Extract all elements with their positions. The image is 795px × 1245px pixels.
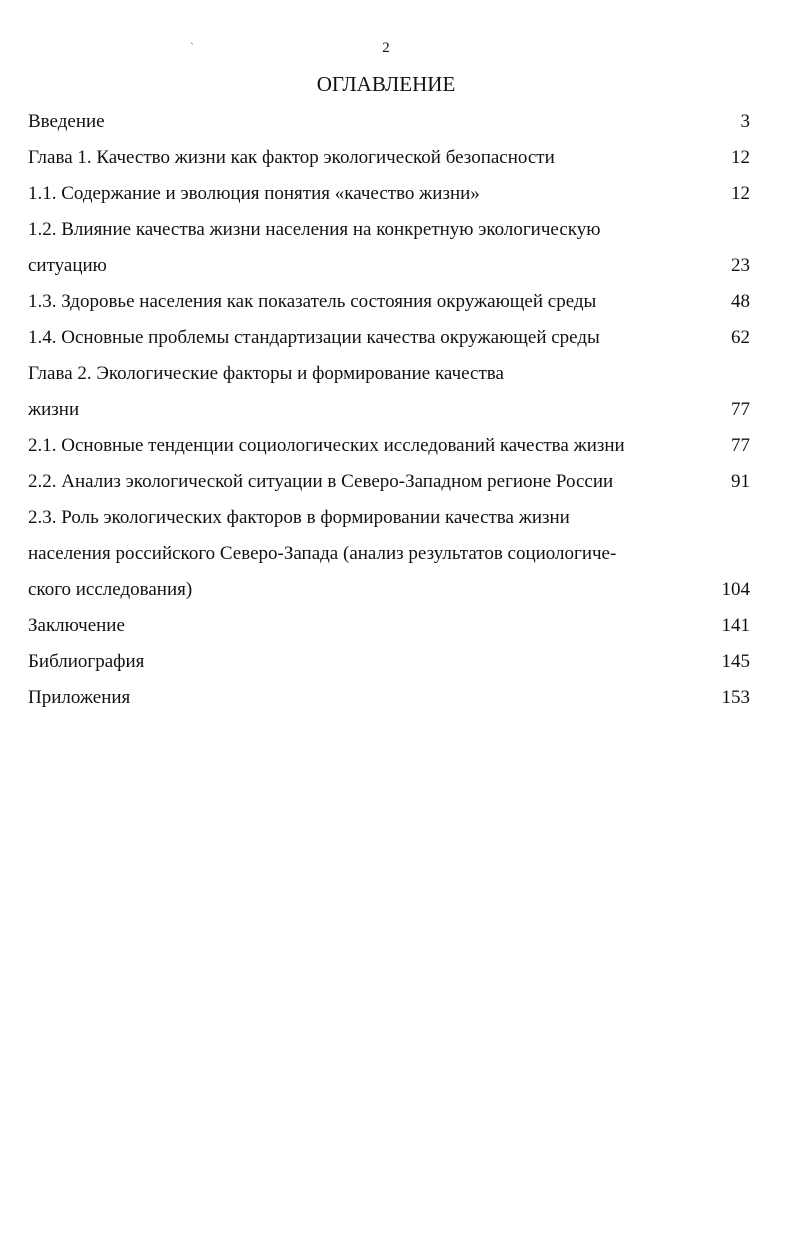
toc-entry-page-number: 48 — [731, 291, 750, 312]
toc-entry-title — [28, 464, 710, 500]
toc-entry — [28, 212, 750, 284]
toc-entry-line: Глава 1. Качество жизни как фактор экологической безопасности — [28, 147, 555, 168]
toc-entry-page-number: 153 — [721, 687, 750, 708]
toc-entry-line: населения российского Северо-Запада (анализ результатов социологиче- — [28, 543, 617, 564]
toc-entry-title — [28, 608, 710, 644]
toc-entry — [28, 356, 750, 428]
toc-entry — [28, 176, 750, 212]
toc-entry-line: Библиография — [28, 651, 145, 672]
toc-entry-page-number: 23 — [731, 255, 750, 276]
toc-entry-line: ситуацию — [28, 255, 107, 276]
toc-entry-line: Заключение — [28, 615, 125, 636]
toc-entry-line: Приложения — [28, 687, 131, 708]
toc-entry — [28, 140, 750, 176]
toc-entry-page-number: 12 — [731, 183, 750, 204]
toc-entry-page-number: 104 — [721, 579, 750, 600]
table-of-contents — [28, 104, 750, 716]
toc-entry-line: ского исследования) — [28, 579, 193, 600]
toc-entry-page-number: 77 — [731, 435, 750, 456]
toc-entry — [28, 500, 750, 608]
toc-entry-page-number: 12 — [731, 147, 750, 168]
toc-entry-title — [28, 428, 710, 464]
toc-entry — [28, 320, 750, 356]
toc-entry-title — [28, 212, 710, 284]
toc-entry-title — [28, 176, 710, 212]
toc-entry — [28, 464, 750, 500]
toc-entry-title — [28, 680, 710, 716]
toc-entry — [28, 428, 750, 464]
toc-entry — [28, 104, 750, 140]
toc-entry-page-number: 77 — [731, 399, 750, 420]
toc-entry-page-number: 62 — [731, 327, 750, 348]
toc-title: ОГЛАВЛЕНИЕ — [316, 72, 456, 96]
toc-entry — [28, 608, 750, 644]
toc-entry-title — [28, 356, 710, 428]
toc-entry-line: 1.4. Основные проблемы стандартизации качества окружающей среды — [28, 327, 600, 348]
toc-entry-line: жизни — [28, 399, 80, 420]
toc-entry — [28, 680, 750, 716]
toc-entry-title — [28, 500, 710, 608]
toc-entry-line: 1.1. Содержание и эволюция понятия «качество жизни» — [28, 183, 480, 204]
toc-entry-line: 2.2. Анализ экологической ситуации в Северо-Западном регионе России — [28, 471, 614, 492]
toc-entry-page-number: 91 — [731, 471, 750, 492]
toc-entry-page-number: 145 — [721, 651, 750, 672]
scan-speck: ` — [190, 40, 194, 54]
page-number: 2 — [382, 40, 390, 56]
toc-entry-title — [28, 140, 710, 176]
toc-entry-title — [28, 644, 710, 680]
toc-entry-line: 1.2. Влияние качества жизни населения на конкретную экологическую — [28, 219, 601, 240]
toc-entry-title — [28, 104, 710, 140]
toc-entry-page-number: 3 — [740, 111, 750, 132]
toc-entry-line: Введение — [28, 111, 105, 132]
toc-entry — [28, 644, 750, 680]
toc-entry-page-number: 141 — [721, 615, 750, 636]
toc-entry-line: 2.1. Основные тенденции социологических исследований качества жизни — [28, 435, 625, 456]
toc-entry-line: 2.3. Роль экологических факторов в формировании качества жизни — [28, 507, 570, 528]
toc-entry-line: Глава 2. Экологические факторы и формирование качества — [28, 363, 504, 384]
toc-entry-title — [28, 284, 710, 320]
toc-entry-line: 1.3. Здоровье населения как показатель состояния окружающей среды — [28, 291, 597, 312]
toc-entry — [28, 284, 750, 320]
toc-entry-title — [28, 320, 710, 356]
